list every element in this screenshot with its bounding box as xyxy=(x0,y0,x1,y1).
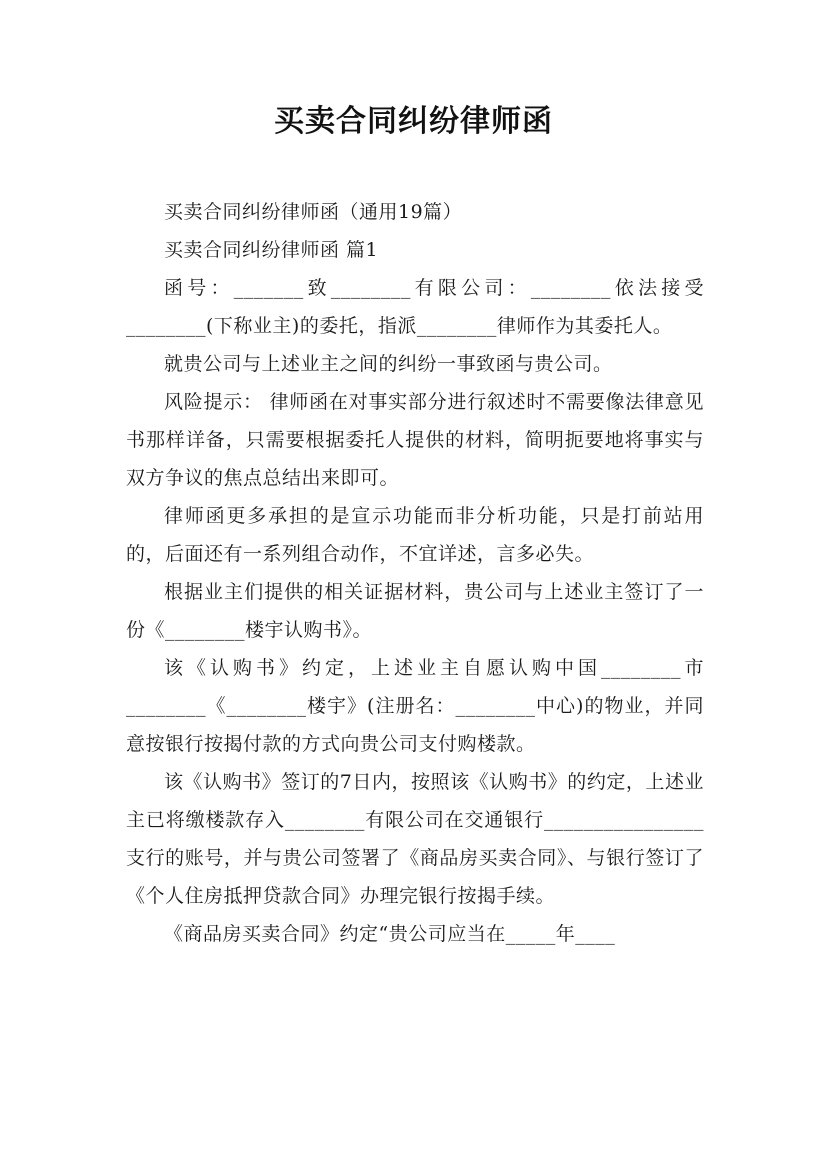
agreement-paragraph: 该《认购书》约定，上述业主自愿认购中国________市________《________楼宇》(注册名：________中心)的物业，并同意按银行按揭付款的方式向贵公司支付购楼款。 xyxy=(126,657,704,755)
function-paragraph: 律师函更多承担的是宣示功能而非分析功能，只是打前站用的，后面还有一系列组合动作，不宜详述，言多必失。 xyxy=(126,505,704,565)
letter-number-paragraph: 函号：_______致________有限公司：________依法接受________(下称业主)的委托，指派________律师作为其委托人。 xyxy=(126,277,704,337)
contract-clause-paragraph: 《商品房买卖合同》约定“贵公司应当在_____年____ xyxy=(164,923,616,945)
purpose-paragraph: 就贵公司与上述业主之间的纠纷一事致函与贵公司。 xyxy=(164,353,613,375)
section-heading: 买卖合同纠纷律师函 篇1 xyxy=(164,239,379,261)
payment-paragraph: 该《认购书》签订的7日内，按照该《认购书》的约定，上述业主已将缴楼款存入________有限公司在交通银行________________支行的账号，并与贵公司签署了《商品房买卖合同》、与银行签订了《个人住房抵押贷款合同》办理完银行按揭手续。 xyxy=(126,771,704,907)
evidence-paragraph: 根据业主们提供的相关证据材料，贵公司与上述业主签订了一份《________楼宇认购书》。 xyxy=(126,581,704,641)
document-title: 买卖合同纠纷律师函 xyxy=(274,104,553,139)
document-body xyxy=(126,193,704,953)
risk-tip-paragraph: 风险提示： 律师函在对事实部分进行叙述时不需要像法律意见书那样详备，只需要根据委托人提供的材料，简明扼要地将事实与双方争议的焦点总结出来即可。 xyxy=(126,391,704,489)
subtitle-paragraph: 买卖合同纠纷律师函（通用19篇） xyxy=(164,201,463,223)
